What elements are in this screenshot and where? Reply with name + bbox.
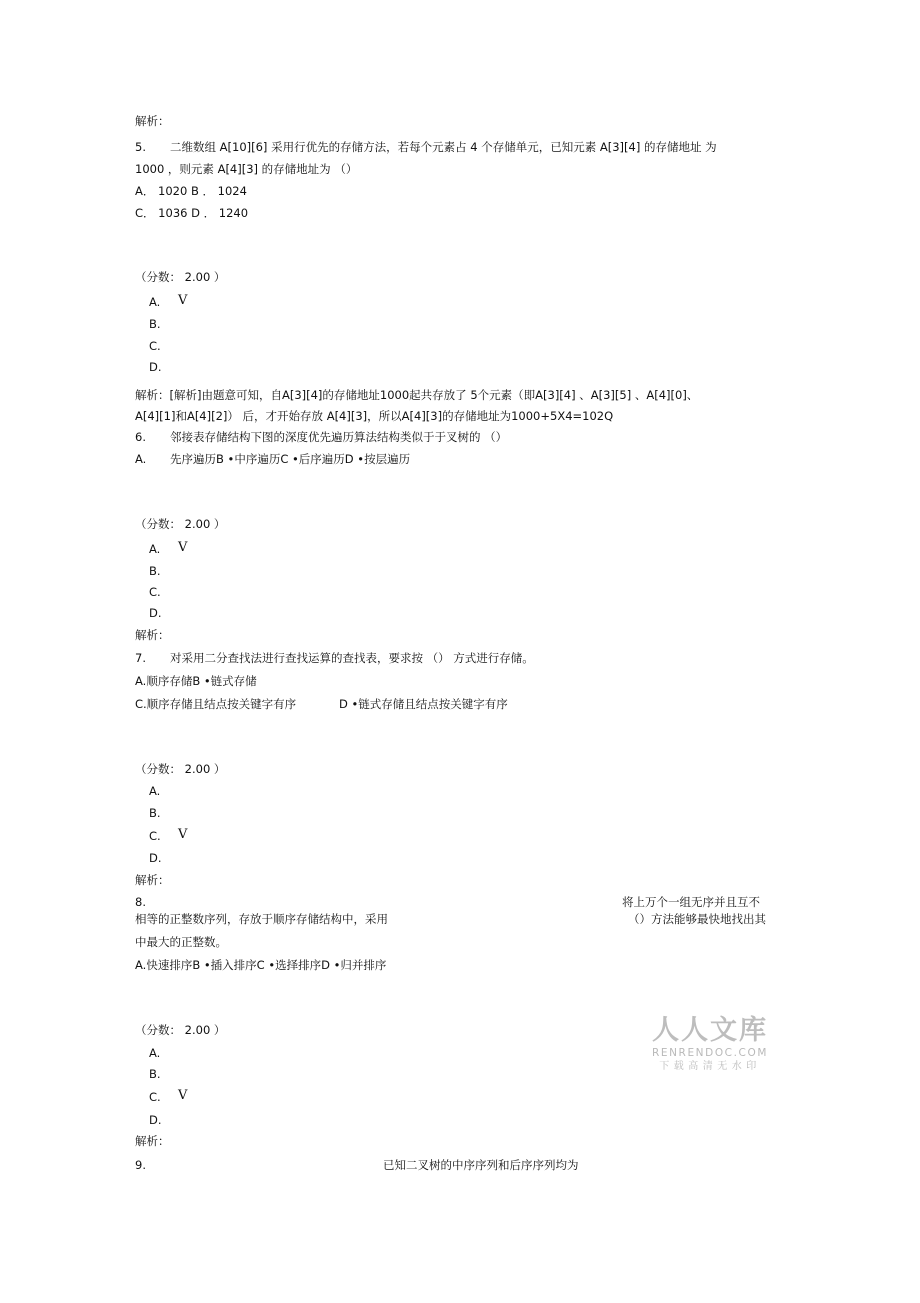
q5-choice-c[interactable]: C. [149, 339, 161, 353]
q8-stem-left2: 相等的正整数序列，存放于顺序存储结构中，采用 [135, 912, 388, 926]
watermark-subtitle: 下载高清无水印 [659, 1061, 761, 1072]
q5-analysis-line1: 解析：[解析]由题意可知，自A[3][4]的存储地址1000起共存放了 5个元素（即A[3][4] 、A[3][5] 、A[4][0]、 [135, 388, 699, 402]
q5-score: （分数： 2.00 ） [135, 270, 226, 284]
q8-number: 8. [135, 895, 146, 909]
q7-choice-b[interactable]: B. [149, 806, 161, 820]
q9-number: 9. [135, 1158, 146, 1172]
q6-choice-c[interactable]: C. [149, 585, 161, 599]
q8-choice-a[interactable]: A. [149, 1046, 161, 1060]
q7-analysis-label: 解析： [135, 873, 170, 887]
q6-number: 6. [135, 430, 146, 444]
q7-choice-d[interactable]: D. [149, 851, 162, 865]
q8-stem-line3: 中最大的正整数。 [135, 935, 227, 949]
q6-analysis-label: 解析： [135, 628, 170, 642]
q5-options-cd: C． 1036 D ． 1240 [135, 206, 249, 220]
q7-stem: 对采用二分查找法进行查找运算的查找表，要求按 （） 方式进行存储。 [170, 651, 534, 665]
q7-option-c: C.顺序存储且结点按关键字有序 [135, 697, 297, 711]
q6-stem: 邻接表存储结构下图的深度优先遍历算法结构类似于于叉树的 （） [170, 430, 508, 444]
q9-stem: 已知二叉树的中序序列和后序序列均为 [383, 1158, 579, 1172]
q7-options-ab: A.顺序存储B •链式存储 [135, 674, 257, 688]
q5-stem-line2: 1000 ，则元素 A[4][3] 的存储地址为 （） [135, 162, 358, 176]
q6-answer-mark: V [178, 540, 188, 555]
q8-analysis-label: 解析： [135, 1134, 170, 1148]
watermark-title: 人人文库 [652, 1015, 768, 1046]
q7-option-d: D •链式存储且结点按关键字有序 [339, 697, 508, 711]
q4-analysis-label: 解析： [135, 114, 170, 128]
q7-score: （分数： 2.00 ） [135, 762, 226, 776]
q8-choice-c[interactable]: C. [149, 1090, 161, 1104]
q8-score: （分数： 2.00 ） [135, 1023, 226, 1037]
watermark [648, 1016, 772, 1074]
q5-analysis-line2: A[4][1]和A[4][2]） 后，才开始存放 A[4][3]，所以A[4][3]的存储地址为1000+5X4=102Q [135, 409, 614, 423]
q7-answer-mark: V [178, 827, 188, 842]
q6-score: （分数： 2.00 ） [135, 517, 226, 531]
q8-choice-d[interactable]: D. [149, 1113, 162, 1127]
q5-number: 5. [135, 140, 146, 154]
q6-options: 先序遍历B •中序遍历C •后序遍历D •按层遍历 [170, 452, 411, 466]
q8-choice-b[interactable]: B. [149, 1067, 161, 1081]
q5-stem-line1: 二维数组 A[10][6] 采用行优先的存储方法，若每个元素占 4 个存储单元，已知元素 A[3][4] 的存储地址 为 [170, 140, 717, 154]
q6-choice-d[interactable]: D. [149, 606, 162, 620]
q6-choice-b[interactable]: B. [149, 564, 161, 578]
q5-answer-mark: V [178, 293, 188, 308]
q8-options: A.快速排序B •插入排序C •选择排序D •归并排序 [135, 958, 387, 972]
q7-choice-c[interactable]: C. [149, 829, 161, 843]
q5-choice-d[interactable]: D. [149, 360, 162, 374]
q8-stem-right1: 将上万个一组无序并且互不 [622, 895, 760, 909]
q5-options-ab: A． 1020 B ． 1024 [135, 184, 247, 198]
q7-choice-a[interactable]: A. [149, 784, 161, 798]
q5-choice-a[interactable]: A. [149, 295, 161, 309]
q8-stem-right2: （）方法能够最快地找出其 [628, 912, 766, 926]
q8-answer-mark: V [178, 1088, 188, 1103]
watermark-url: RENRENDOC.COM [651, 1047, 769, 1059]
q6-choice-a[interactable]: A. [149, 542, 161, 556]
q7-number: 7. [135, 651, 146, 665]
q6-option-a-label: A. [135, 452, 147, 466]
q5-choice-b[interactable]: B. [149, 317, 161, 331]
